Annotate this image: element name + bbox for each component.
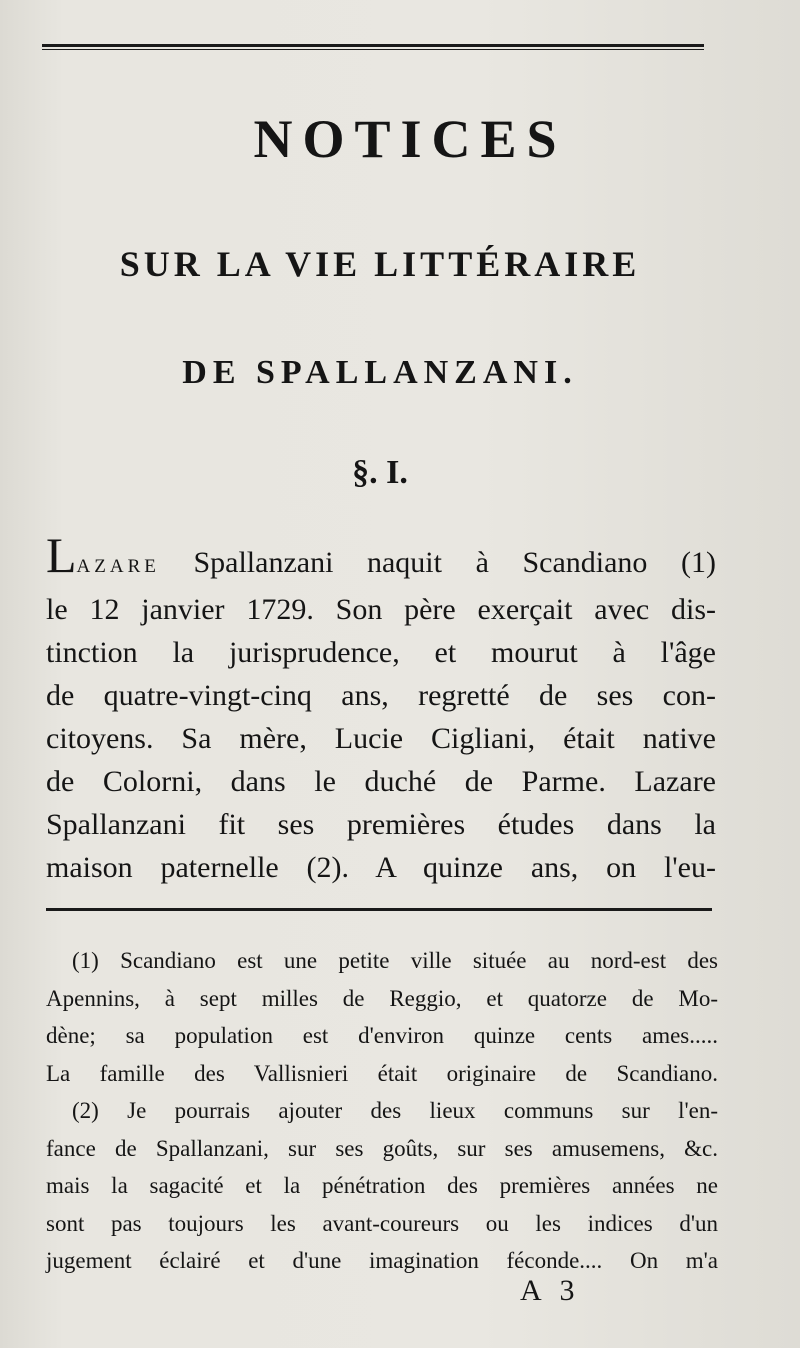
body-line-text: Spallanzani naquit à Scandiano (1) xyxy=(159,546,716,579)
body-line: le 12 janvier 1729. Son père exerçait avec dis- xyxy=(46,593,716,626)
footnote-line: dène; sa population est d'environ quinze cents ames..... xyxy=(46,1023,718,1048)
body-line xyxy=(46,527,716,588)
top-rule xyxy=(42,44,704,50)
body-line: maison paternelle (2). A quinze ans, on l'eu- xyxy=(46,851,716,884)
footnote-line: Apennins, à sept milles de Reggio, et quatorze de Mo- xyxy=(46,985,718,1011)
body-line: de quatre-vingt-cinq ans, regretté de ses con- xyxy=(46,679,716,712)
footnote-line: sont pas toujours les avant-coureurs ou les indices d'un xyxy=(46,1210,718,1236)
body-line: de Colorni, dans le duché de Parme. Lazare xyxy=(46,765,716,798)
footnote-line: La famille des Vallisnieri était originaire de Scandiano. xyxy=(46,1060,718,1086)
drop-cap: L xyxy=(46,527,77,583)
footnote-line: fance de Spallanzani, sur ses goûts, sur ses amusemens, &c. xyxy=(46,1135,718,1161)
small-caps: AZARE xyxy=(76,556,160,577)
footnote-line: (1) Scandiano est une petite ville située au nord-est des xyxy=(72,948,718,973)
page-title: NOTICES xyxy=(253,109,567,169)
body-line: tinction la jurisprudence, et mourut à l'âge xyxy=(46,636,716,669)
body-line: Spallanzani fit ses premières études dans la xyxy=(46,808,716,841)
body-line: citoyens. Sa mère, Lucie Cigliani, était native xyxy=(46,722,716,755)
body-text xyxy=(46,527,716,889)
footnotes xyxy=(46,942,718,1280)
page-subtitle: SUR LA VIE LITTÉRAIRE xyxy=(119,244,641,284)
footnote-rule xyxy=(46,908,712,911)
footnote-line: jugement éclairé et d'une imagination féconde.... On m'a xyxy=(46,1248,718,1273)
footnote-line: (2) Je pourrais ajouter des lieux communs sur l'en- xyxy=(72,1098,718,1123)
page-signature: A 3 xyxy=(520,1274,581,1307)
footnote-line: mais la sagacité et la pénétration des premières années ne xyxy=(46,1173,718,1198)
page-subject: DE SPALLANZANI. xyxy=(182,354,578,391)
section-mark: §. I. xyxy=(352,454,408,491)
